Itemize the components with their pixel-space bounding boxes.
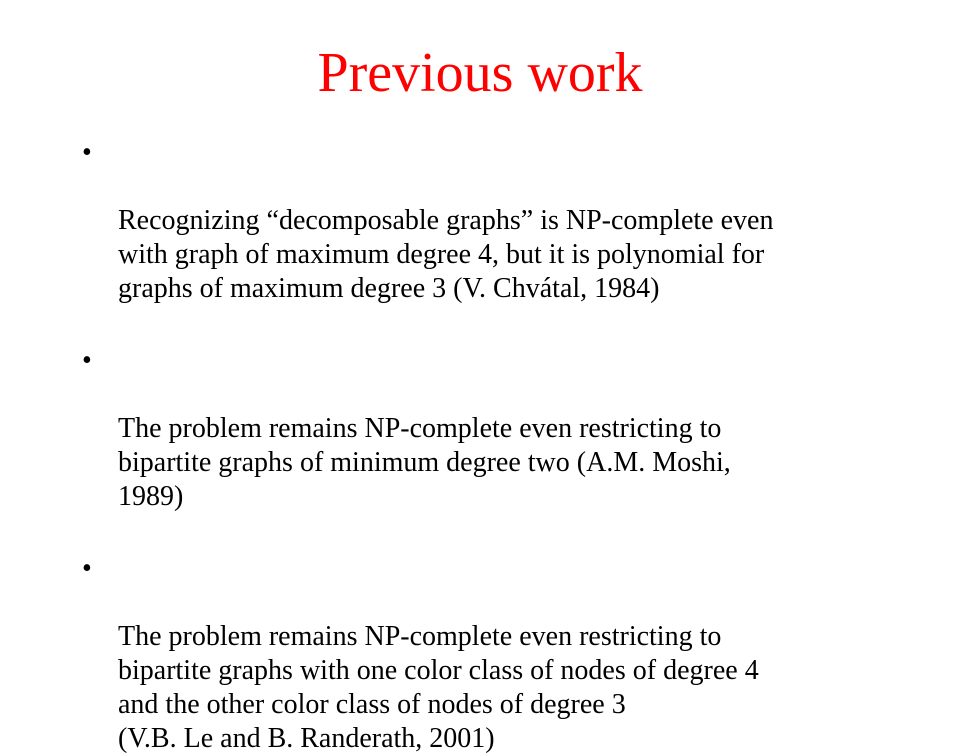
bullet-text: The problem remains NP-complete even restricting to bipartite graphs of minimum degree two (A.M. Moshi, 1989) [118, 413, 731, 512]
bullet-icon: • [82, 553, 92, 584]
bullet-icon: • [82, 137, 92, 168]
bullet-item [82, 552, 882, 756]
slide-title: Previous work [317, 42, 643, 104]
bullet-item [82, 136, 882, 306]
bullet-item [82, 344, 882, 514]
bullet-list [82, 136, 882, 756]
bullet-text: The problem remains NP-complete even restricting to bipartite graphs with one color class of nodes of degree 4 and the other color class of nodes of degree 3 (V.B. Le and B. Randerath, 2001) [118, 621, 759, 754]
bullet-icon: • [82, 345, 92, 376]
bullet-text: Recognizing “decomposable graphs” is NP-complete even with graph of maximum degree 4, but it is polynomial for graphs of maximum degree 3 (V. Chvátal, 1984) [118, 205, 774, 304]
